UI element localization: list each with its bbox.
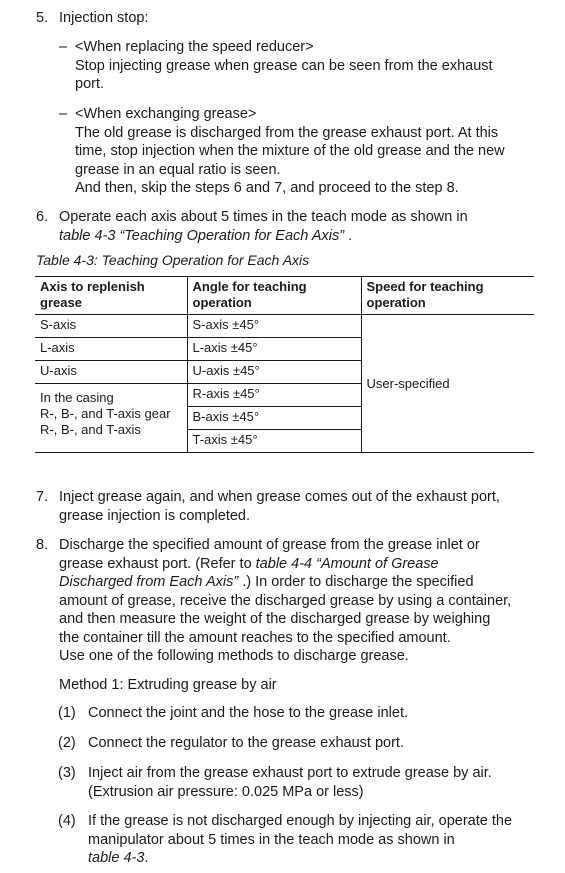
text-line: and then measure the weight of the discharged grease by weighing <box>59 611 491 627</box>
cell-axis: L-axis <box>35 338 187 361</box>
text-line: port. <box>75 76 105 92</box>
text-line: table 4-3. <box>88 850 149 866</box>
cell-axis: S-axis <box>35 315 187 338</box>
text-line: Stop injecting grease when grease can be seen from the exhaust <box>75 57 493 74</box>
text-line: amount of grease, receive the discharged grease by using a container, <box>59 592 512 609</box>
table-caption: Table 4-3: Teaching Operation for Each Axis <box>36 252 310 268</box>
text-line: time, stop injection when the mixture of the old grease and the new <box>75 143 505 159</box>
step-5-bullet-exchanging-grease <box>75 105 505 198</box>
substep-number: (2) <box>58 735 76 751</box>
cell-angle: U-axis ±45° <box>187 361 361 384</box>
step-6-number: 6. <box>36 209 49 225</box>
table-reference-link[interactable]: table 4-4 “Amount of Grease <box>255 555 439 572</box>
cell-angle: T-axis ±45° <box>192 432 258 447</box>
text-line <box>59 227 468 246</box>
cell-angle-group <box>187 384 361 453</box>
step-5-number: 5. <box>36 10 49 26</box>
header-angle: Angle for teaching operation <box>187 277 361 315</box>
cell-angle: L-axis ±45° <box>187 338 361 361</box>
bullet-heading: <When replacing the speed reducer> <box>75 39 314 55</box>
text-line: And then, skip the steps 6 and 7, and proceed to the step 8. <box>75 180 459 196</box>
step-7-text <box>59 488 500 525</box>
table-reference-link[interactable]: table 4-3 “Teaching Operation for Each Axis” <box>59 227 345 244</box>
step-7-number: 7. <box>36 489 49 505</box>
text-line: Inject air from the grease exhaust port to extrude grease by air. <box>88 765 492 781</box>
substep-text <box>88 764 492 801</box>
bullet-dash: – <box>59 39 68 55</box>
substep-text: Connect the regulator to the grease exhaust port. <box>88 735 404 751</box>
bullet-dash: – <box>59 106 68 122</box>
cell-angle: S-axis ±45° <box>187 315 361 338</box>
text-line: grease injection is completed. <box>59 507 251 524</box>
text-line: Operate each axis about 5 times in the teach mode as shown in <box>59 209 468 225</box>
step-5-title: Injection stop: <box>59 10 149 26</box>
cell-axis: U-axis <box>35 361 187 384</box>
table-header-row <box>35 277 534 315</box>
text-line: the container till the amount reaches to the specified amount. <box>59 629 451 646</box>
step-5-bullet-speed-reducer <box>75 38 493 94</box>
substep-number: (4) <box>58 813 76 829</box>
cell-angle: R-axis ±45° <box>188 384 361 407</box>
substep-number: (1) <box>58 705 76 721</box>
table-reference-link[interactable]: Discharged from Each Axis” <box>59 574 239 590</box>
header-axis: Axis to replenish grease <box>40 279 145 310</box>
text-line: The old grease is discharged from the grease exhaust port. At this <box>75 124 499 141</box>
cell-angle: B-axis ±45° <box>188 407 361 430</box>
step-8-number: 8. <box>36 537 49 553</box>
text-line: grease in an equal ratio is seen. <box>75 161 281 178</box>
text-line: Discharged from Each Axis” .) In order to discharge the specified <box>59 574 474 590</box>
teaching-operation-table <box>35 276 534 453</box>
text-fragment: . <box>344 227 353 244</box>
text-line: (Extrusion air pressure: 0.025 MPa or less) <box>88 783 364 800</box>
text-line: manipulator about 5 times in the teach mode as shown in <box>88 831 455 848</box>
table-reference-link[interactable]: table 4-3 <box>88 850 145 866</box>
header-speed: Speed for teaching operation <box>366 279 484 310</box>
cell-speed: User-specified <box>366 375 450 391</box>
cell-axis: In the casing R-, B-, and T-axis gear R-, B-, and T-axis <box>40 390 171 437</box>
method-heading: Method 1: Extruding grease by air <box>59 677 277 693</box>
table-row <box>35 315 534 338</box>
bullet-heading: <When exchanging grease> <box>75 106 257 122</box>
text-line: grease exhaust port. (Refer to table 4-4 “Amount of Grease <box>59 555 439 572</box>
step-8-text <box>59 536 511 666</box>
text-line: Use one of the following methods to discharge grease. <box>59 648 409 664</box>
text-line: Discharge the specified amount of grease from the grease inlet or <box>59 537 480 553</box>
substep-number: (3) <box>58 765 76 781</box>
text-line: If the grease is not discharged enough by injecting air, operate the <box>88 813 513 829</box>
substep-text <box>88 812 512 868</box>
step-6-text <box>59 208 468 245</box>
substep-text: Connect the joint and the hose to the grease inlet. <box>88 705 409 721</box>
text-line: Inject grease again, and when grease comes out of the exhaust port, <box>59 489 500 505</box>
